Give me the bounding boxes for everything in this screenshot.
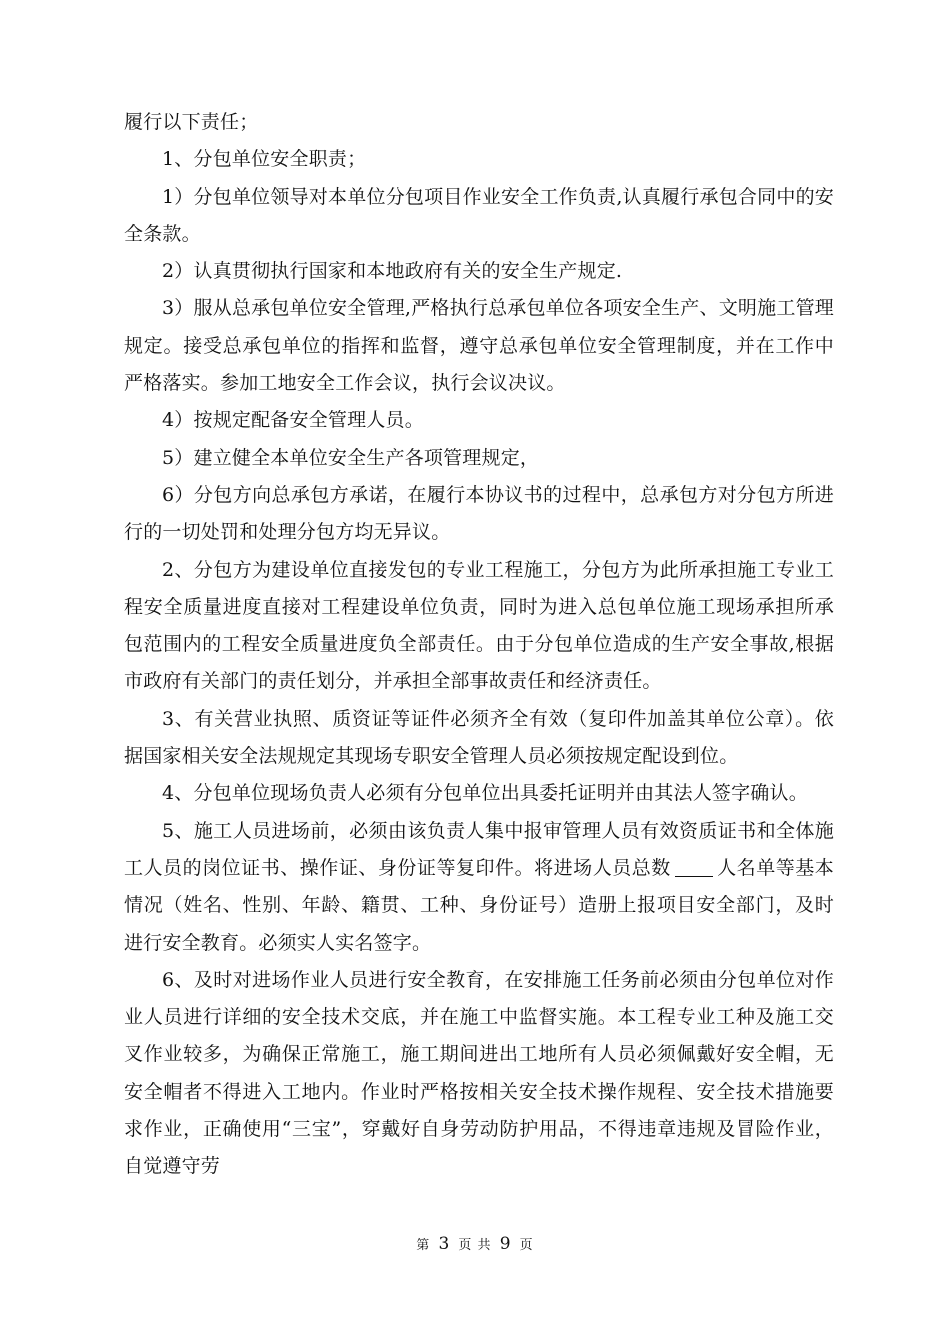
footer-suffix: 页 — [519, 1238, 534, 1253]
fill-in-blank — [675, 858, 713, 877]
paragraph: 2）认真贯彻执行国家和本地政府有关的安全生产规定. — [162, 260, 623, 283]
page-footer — [0, 1234, 950, 1254]
footer-total-pages: 9 — [499, 1234, 512, 1254]
paragraph: 3）服从总承包单位安全管理,严格执行总承包单位各项安全生产、文明施工管理规定。接受总承包单位的指挥和监督，遵守总承包单位安全管理制度，并在工作中严格落实。参加工地安全工作会议，执行会议决议。 — [124, 297, 834, 395]
paragraph-5 — [124, 813, 834, 962]
paragraph-5-text-before: 5、施工人员进场前，必须由该负责人集中报审管理人员有效资质证书和全体施工人员的岗位证书、操作证、身份证等复印件。将进场人员总数 — [124, 819, 834, 879]
paragraph: 1）分包单位领导对本单位分包项目作业安全工作负责,认真履行承包合同中的安全条款。 — [124, 185, 834, 245]
paragraph: 2、分包方为建设单位直接发包的专业工程施工，分包方为此所承担施工专业工程安全质量进度直接对工程建设单位负责，同时为进入总包单位施工现场承担所承包范围内的工程安全质量进度负全部责任。由于分包单位造成的生产安全事故,根据市政府有关部门的责任划分，并承担全部事故责任和经济责任。 — [124, 558, 834, 693]
paragraph-5-text-after: 人名单等基本情况（姓名、性别、年龄、籍贯、工种、身份证号）造册上报项目安全部门，及时进行安全教育。必须实人实名签字。 — [124, 856, 835, 954]
document-body — [124, 104, 834, 1186]
paragraph-list — [124, 104, 834, 813]
paragraph-6: 6、及时对进场作业人员进行安全教育，在安排施工任务前必须由分包单位对作业人员进行详细的安全技术交底，并在施工中监督实施。本工程专业工种及施工交叉作业较多，为确保正常施工，施工期间进出工地所有人员必须佩戴好安全帽，无安全帽者不得进入工地内。作业时严格按相关安全技术操作规程、安全技术措施要求作业，正确使用“三宝”，穿戴好自身劳动防护用品，不得违章违规及冒险作业，自觉遵守劳 — [124, 968, 834, 1178]
paragraph: 1、分包单位安全职责； — [162, 148, 367, 171]
footer-page-number: 3 — [438, 1234, 451, 1254]
paragraph: 3、有关营业执照、质资证等证件必须齐全有效（复印件加盖其单位公章）。依据国家相关安全法规规定其现场专职安全管理人员必须按规定配设到位。 — [124, 707, 834, 768]
paragraph: 4）按规定配备安全管理人员。 — [162, 409, 424, 432]
paragraph: 履行以下责任； — [124, 111, 259, 133]
footer-middle: 页 共 — [458, 1238, 492, 1253]
paragraph: 6）分包方向总承包方承诺，在履行本协议书的过程中，总承包方对分包方所进行的一切处罚和处理分包方均无异议。 — [124, 483, 834, 544]
footer-prefix: 第 — [416, 1238, 431, 1253]
paragraph: 5）建立健全本单位安全生产各项管理规定， — [162, 446, 540, 469]
paragraph: 4、分包单位现场负责人必须有分包单位出具委托证明并由其法人签字确认。 — [162, 782, 808, 805]
